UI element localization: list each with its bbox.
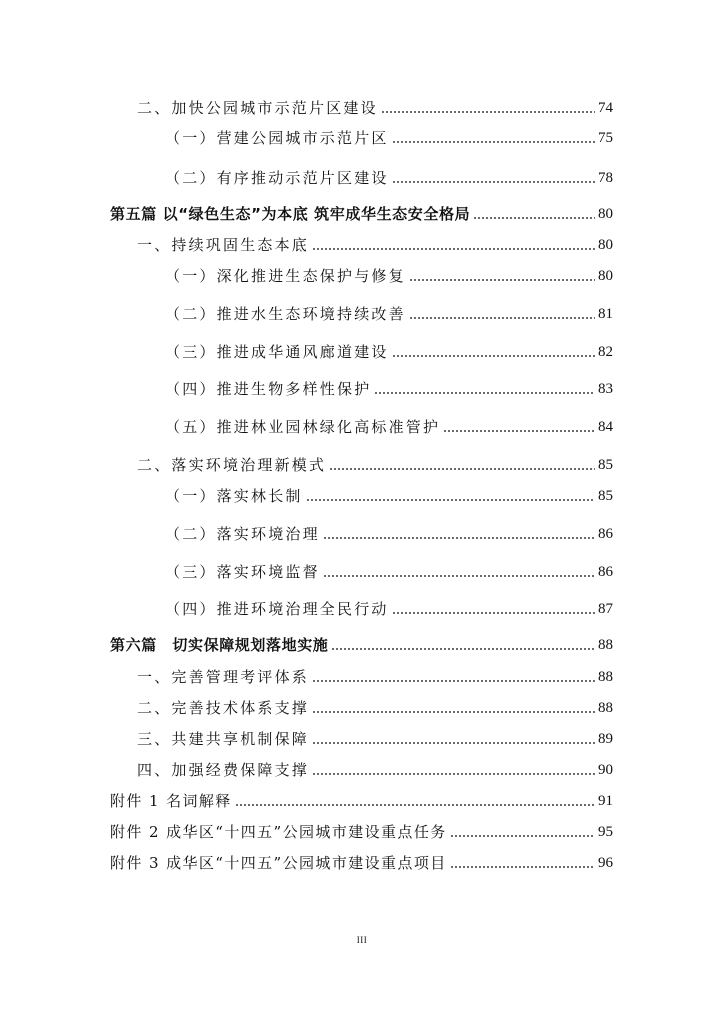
toc-entry-page: 88 <box>598 700 613 716</box>
toc-entry-subsection <box>165 597 613 619</box>
toc-entry-page: 83 <box>598 381 613 397</box>
toc-entry-page: 88 <box>598 637 613 653</box>
toc-entry-label: （二）落实环境治理 <box>165 525 320 543</box>
toc-leader-dots <box>392 181 595 183</box>
toc-entry-label: （三）推进成华通风廊道建设 <box>165 343 389 361</box>
toc-entry-label: 一、完善管理考评体系 <box>137 668 310 686</box>
toc-entry-chapter <box>110 633 613 655</box>
toc-entry-chapter <box>110 202 613 224</box>
toc-entry-label: 四、加强经费保障支撑 <box>137 761 310 779</box>
toc-leader-dots <box>323 575 595 577</box>
toc-entry-label: 一、持续巩固生态本底 <box>137 236 310 254</box>
toc-leader-dots <box>381 111 595 113</box>
toc-entry-subsection <box>165 166 613 188</box>
toc-entry-subsection <box>165 415 613 437</box>
toc-entry-page: 75 <box>598 130 613 146</box>
toc-leader-dots <box>392 612 595 614</box>
toc-entry-section <box>137 233 613 255</box>
toc-entry-page: 74 <box>598 100 613 116</box>
toc-entry-label: 三、共建共享机制保障 <box>137 730 310 748</box>
toc-entry-section <box>137 727 613 749</box>
toc-entry-page: 90 <box>598 762 613 778</box>
toc-entry-page: 96 <box>598 855 613 871</box>
toc-leader-dots <box>450 866 595 868</box>
toc-leader-dots <box>450 835 595 837</box>
toc-entry-attachment <box>110 789 613 811</box>
toc-entry-label: （二）有序推动示范片区建设 <box>165 169 389 187</box>
toc-entry-label: 二、加快公园城市示范片区建设 <box>137 99 378 117</box>
toc-leader-dots <box>312 742 595 744</box>
toc-leader-dots <box>312 711 595 713</box>
toc-leader-dots <box>323 537 595 539</box>
toc-leader-dots <box>312 248 595 250</box>
toc-leader-dots <box>235 804 595 806</box>
toc-entry-page: 86 <box>598 526 613 542</box>
toc-entry-label: 二、完善技术体系支撑 <box>137 699 310 717</box>
toc-entry-page: 87 <box>598 601 613 617</box>
toc-entry-page: 80 <box>598 206 613 222</box>
toc-entry-subsection <box>165 377 613 399</box>
toc-entry-subsection <box>165 484 613 506</box>
toc-entry-page: 82 <box>598 344 613 360</box>
toc-entry-page: 81 <box>598 306 613 322</box>
toc-entry-label: 第六篇 切实保障规划落地实施 <box>110 636 329 654</box>
toc-entry-subsection <box>165 560 613 582</box>
toc-leader-dots <box>409 279 595 281</box>
toc-leader-dots <box>374 392 595 394</box>
toc-leader-dots <box>409 317 595 319</box>
toc-entry-section <box>137 665 613 687</box>
toc-entry-section <box>137 758 613 780</box>
toc-leader-dots <box>312 773 595 775</box>
toc-entry-label: 附件 3 成华区“十四五”公园城市建设重点项目 <box>110 854 447 872</box>
toc-leader-dots <box>392 141 595 143</box>
toc-leader-dots <box>312 680 595 682</box>
toc-entry-page: 85 <box>598 488 613 504</box>
page-number: III <box>356 935 368 945</box>
toc-entry-page: 95 <box>598 824 613 840</box>
toc-entry-label: （一）营建公园城市示范片区 <box>165 129 389 147</box>
toc-entry-label: 第五篇 以“绿色生态”为本底 筑牢成华生态安全格局 <box>110 205 471 223</box>
toc-entry-subsection <box>165 340 613 362</box>
toc-entry-subsection <box>165 302 613 324</box>
toc-entry-label: （二）推进水生态环境持续改善 <box>165 305 406 323</box>
toc-entry-label: 二、落实环境治理新模式 <box>137 456 327 474</box>
toc-entry-page: 80 <box>598 237 613 253</box>
toc-entry-subsection <box>165 126 613 148</box>
toc-entry-label: 附件 2 成华区“十四五”公园城市建设重点任务 <box>110 823 447 841</box>
toc-entry-page: 80 <box>598 268 613 284</box>
toc-entry-label: （五）推进林业园林绿化高标准管护 <box>165 418 441 436</box>
toc-leader-dots <box>443 430 595 432</box>
toc-entry-label: （三）落实环境监督 <box>165 563 320 581</box>
toc-entry-label: （四）推进环境治理全民行动 <box>165 600 389 618</box>
toc-entry-page: 85 <box>598 457 613 473</box>
toc-entry-page: 88 <box>598 669 613 685</box>
toc-entry-section <box>137 453 613 475</box>
toc-entry-section <box>137 696 613 718</box>
toc-entry-attachment <box>110 820 613 842</box>
toc-entry-subsection <box>165 264 613 286</box>
toc-leader-dots <box>329 468 595 470</box>
toc-entry-label: （一）深化推进生态保护与修复 <box>165 267 406 285</box>
toc-entry-page: 89 <box>598 731 613 747</box>
toc-entry-page: 84 <box>598 419 613 435</box>
toc-entry-label: （四）推进生物多样性保护 <box>165 380 372 398</box>
toc-entry-attachment <box>110 851 613 873</box>
toc-entry-page: 91 <box>598 793 613 809</box>
toc-entry-label: 附件 1 名词解释 <box>110 792 232 810</box>
toc-leader-dots <box>331 648 595 650</box>
toc-leader-dots <box>473 217 595 219</box>
toc-entry-subsection <box>165 522 613 544</box>
toc-entry-section <box>137 96 613 118</box>
toc-entry-label: （一）落实林长制 <box>165 487 303 505</box>
toc-entry-page: 78 <box>598 170 613 186</box>
toc-entry-page: 86 <box>598 564 613 580</box>
toc-leader-dots <box>392 355 595 357</box>
toc-leader-dots <box>306 499 595 501</box>
